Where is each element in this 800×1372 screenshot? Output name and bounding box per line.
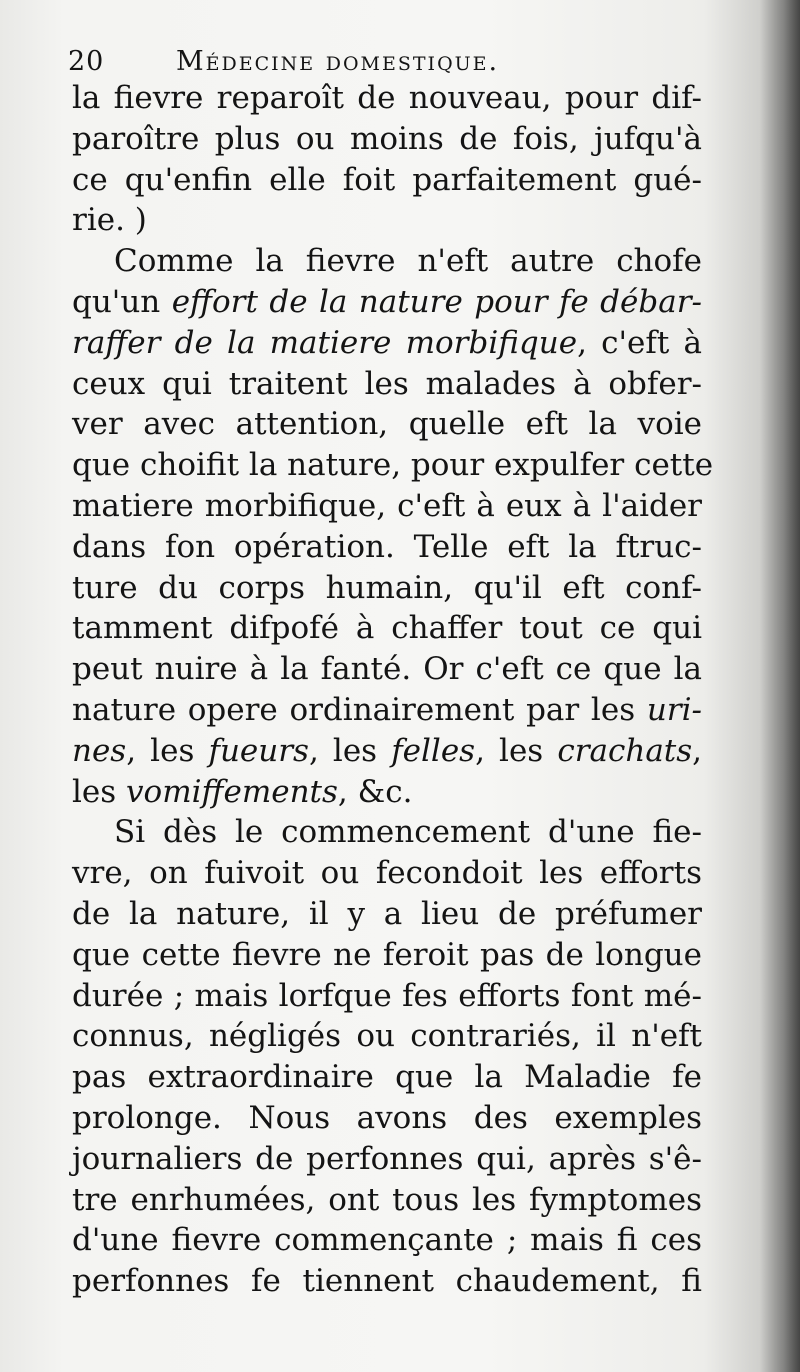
text-line	[72, 690, 702, 731]
text-line	[72, 160, 702, 201]
italic-text: felles	[391, 732, 476, 769]
text-run: vre, on fuivoit ou fecondoit les efforts	[72, 855, 702, 892]
text-line	[72, 894, 702, 935]
text-line	[72, 976, 702, 1017]
text-line	[72, 935, 702, 976]
text-run: , les	[126, 732, 209, 769]
text-line	[72, 812, 702, 853]
italic-text: nes	[72, 732, 127, 769]
italic-text: crachats	[557, 732, 693, 769]
text-run: de la nature, il y a lieu de préfumer	[72, 895, 702, 932]
text-run: les	[72, 773, 127, 810]
text-run: ceux qui traitent les malades à obfer-	[72, 365, 702, 402]
italic-text: effort de la nature pour fe débar-	[171, 283, 702, 320]
text-line	[72, 282, 702, 323]
text-run: ture du corps humain, qu'il eft conf-	[72, 569, 702, 606]
text-line	[72, 1098, 702, 1139]
text-line	[72, 1220, 702, 1261]
text-line	[72, 200, 702, 241]
text-line	[72, 853, 702, 894]
text-run: nature opere ordinairement par les	[72, 691, 647, 728]
text-line	[72, 486, 702, 527]
text-run: perfonnes fe tiennent chaudement, fi	[72, 1263, 702, 1300]
text-line	[72, 608, 702, 649]
text-line	[72, 1180, 702, 1221]
page-number: 20	[68, 46, 105, 77]
text-run: ,	[692, 732, 703, 769]
text-run: dans fon opération. Telle eft la ftruc-	[72, 528, 702, 565]
text-line	[72, 568, 702, 609]
italic-text: fueurs	[208, 732, 309, 769]
text-line	[72, 772, 702, 813]
text-run: la fievre reparoît de nouveau, pour dif-	[72, 80, 702, 116]
italic-text: vomiffements	[126, 773, 338, 810]
text-run: matiere morbifique, c'eft à eux à l'aider	[72, 487, 702, 524]
text-line	[72, 78, 702, 119]
text-run: connus, négligés ou contrariés, il n'eft	[72, 1018, 702, 1055]
text-line	[72, 364, 702, 405]
text-run: d'une fievre commençante ; mais fi ces	[72, 1222, 702, 1259]
text-run: ver avec attention, quelle eft la voie	[72, 406, 702, 443]
text-run: prolonge. Nous avons des exemples	[72, 1099, 702, 1136]
text-run: Comme la fievre n'eft autre chofe	[114, 243, 702, 280]
text-line	[72, 527, 702, 568]
text-run: tre enrhumées, ont tous les fymptomes	[72, 1181, 702, 1218]
text-run: que choifit la nature, pour expulfer cette	[72, 447, 714, 484]
body-text	[72, 78, 714, 1302]
text-line	[72, 404, 702, 445]
text-run: paroître plus ou moins de fois, jufqu'à	[72, 120, 702, 157]
text-run: , c'eft à	[577, 324, 702, 361]
text-line	[72, 445, 714, 486]
text-line	[72, 1057, 702, 1098]
text-line	[72, 731, 702, 772]
text-run: rie. )	[72, 202, 147, 239]
italic-text: raffer de la matiere morbifique	[72, 324, 578, 361]
text-line	[72, 119, 702, 160]
text-run: qu'un	[72, 283, 172, 320]
text-line	[72, 241, 702, 282]
text-line	[72, 649, 702, 690]
text-run: , les	[475, 732, 558, 769]
page-gutter-shadow	[760, 0, 800, 1372]
text-run: peut nuire à la fanté. Or c'eft ce que la	[72, 651, 702, 688]
italic-text: uri-	[646, 691, 702, 728]
text-run: , &c.	[337, 773, 413, 810]
text-run: pas extraordinaire que la Maladie fe	[72, 1059, 702, 1096]
text-run: que cette fievre ne feroit pas de longue	[72, 936, 702, 973]
text-run: Si dès le commencement d'une fie-	[114, 814, 702, 851]
text-run: journaliers de perfonnes qui, après s'ê-	[72, 1140, 702, 1177]
running-title: Médecine domestique.	[176, 46, 500, 77]
text-run: durée ; mais lorfque fes efforts font mé-	[72, 977, 702, 1014]
text-run: tamment difpofé à chaffer tout ce qui	[72, 610, 702, 647]
text-line	[72, 323, 702, 364]
text-run: , les	[308, 732, 392, 769]
text-line	[72, 1139, 702, 1180]
text-run: ce qu'enfin elle foit parfaitement gué-	[72, 161, 702, 198]
text-line	[72, 1016, 702, 1057]
text-line	[72, 1261, 702, 1302]
